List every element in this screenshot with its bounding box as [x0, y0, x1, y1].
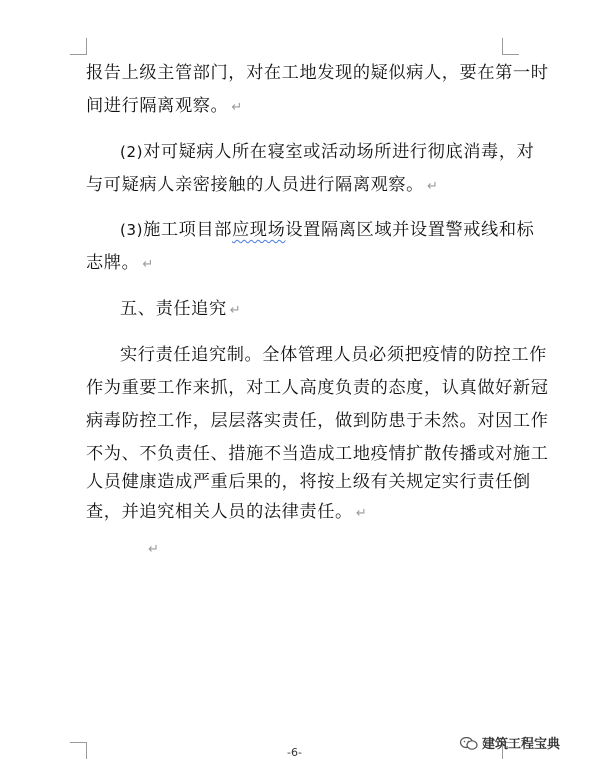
- paragraph-line: (2)对可疑病人所在寝室或活动场所进行彻底消毒，对: [120, 142, 535, 162]
- watermark: 建筑工程宝典: [460, 733, 560, 752]
- paragraph-line: 查，并追究相关人员的法律责任。 ↵: [86, 502, 368, 522]
- crop-mark-top-left: [70, 38, 87, 55]
- section-heading: 五、责任追究 ↵: [120, 299, 242, 319]
- paragraph-line: 作为重要工作来抓，对工人高度负责的态度，认真做好新冠: [86, 378, 549, 398]
- paragraph-mark: ↵: [231, 100, 243, 115]
- paragraph-line: 实行责任追究制。全体管理人员必须把疫情的防控工作: [120, 345, 547, 365]
- page-number: -6-: [287, 746, 302, 759]
- paragraph-line: 间进行隔离观察。 ↵: [86, 96, 243, 116]
- paragraph-mark: ↵: [148, 542, 159, 557]
- paragraph-line: 志牌。 ↵: [86, 253, 154, 273]
- paragraph-line: 病毒防控工作，层层落实责任，做到防患于未然。对因工作: [86, 411, 549, 431]
- paragraph-mark: ↵: [142, 257, 154, 272]
- paragraph-mark: ↵: [229, 303, 242, 318]
- paragraph-line: (3)施工项目部应现场设置隔离区域并设置警戒线和标: [120, 220, 535, 240]
- paragraph-mark: ↵: [355, 506, 368, 521]
- paragraph-line: 与可疑病人亲密接触的人员进行隔离观察。 ↵: [86, 175, 439, 195]
- paragraph-line: 报告上级主管部门，对在工地发现的疑似病人，要在第一时: [86, 63, 549, 83]
- paragraph-mark: ↵: [426, 179, 439, 194]
- spellcheck-underline: 应现场: [232, 220, 286, 240]
- wechat-icon: [460, 737, 478, 750]
- crop-mark-top-right: [502, 38, 519, 55]
- crop-mark-bottom-left: [70, 742, 87, 759]
- paragraph-line: 人员健康造成严重后果的，将按上级有关规定实行责任倒: [86, 472, 531, 492]
- paragraph-line: 不为、不负责任、措施不当造成工地疫情扩散传播或对施工: [86, 444, 549, 464]
